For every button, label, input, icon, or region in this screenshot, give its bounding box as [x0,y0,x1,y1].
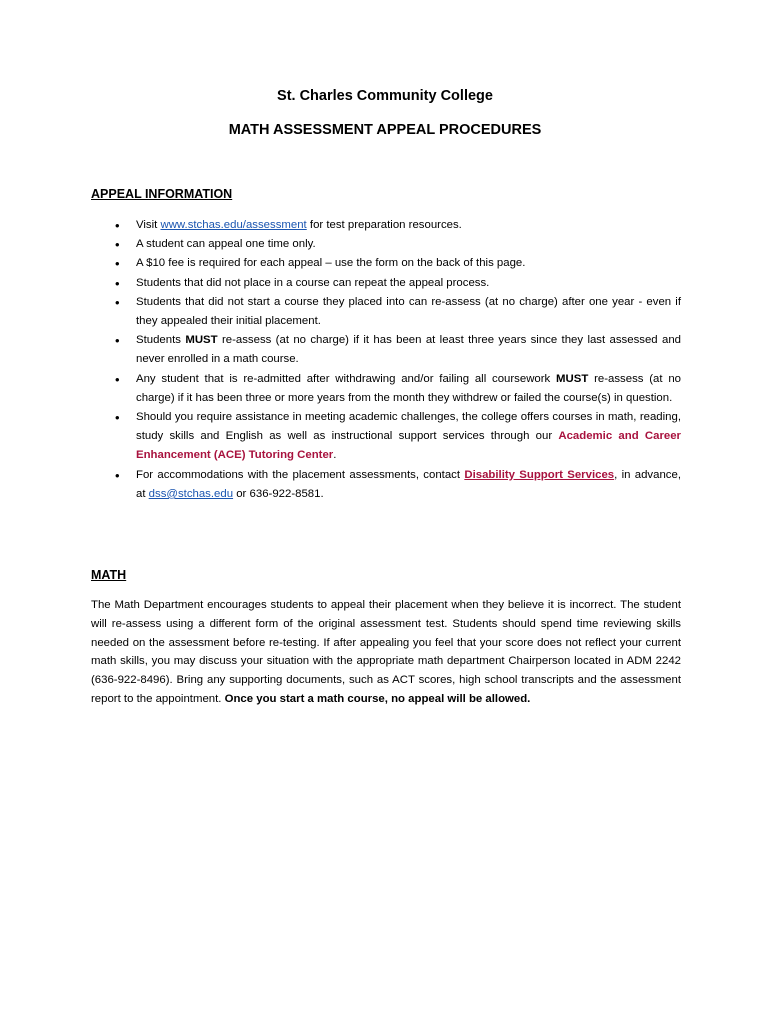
no-appeal-notice: Once you start a math course, no appeal will be allowed. [224,692,531,705]
dss-email-link[interactable]: dss@stchas.edu [148,487,234,500]
list-item: • Any student that is re-admitted after withdrawing and/or failing all coursework MUST re-assess (at no charge) if it has been three or more years from the month they withdrew or failed the course(s) in question. [91,370,681,408]
list-item: • Visit www.stchas.edu/assessment for test preparation resources. [91,216,681,235]
list-item: • For accommodations with the placement assessments, contact Disability Support Services, in advance, at dss@stchas.edu or 636-922-8581. [91,466,681,504]
list-item: • Students that did not start a course they placed into can re-assess (at no charge) after one year - even if they appealed their initial placement. [91,293,681,331]
ace-tutoring-center-link[interactable]: Academic and Career Enhancement (ACE) Tutoring Center [136,430,681,462]
list-item: • A student can appeal one time only. [91,235,681,254]
appeal-information-heading: APPEAL INFORMATION [91,187,233,201]
list-item: • Students MUST re-assess (at no charge) if it has been at least three years since they last assessed and never enrolled in a math course. [91,331,681,369]
document-title: MATH ASSESSMENT APPEAL PROCEDURES [228,122,542,138]
assessment-link[interactable]: www.stchas.edu/assessment [160,219,307,231]
college-name: St. Charles Community College [277,88,493,104]
appeal-information-list [91,216,681,504]
disability-support-services-link[interactable]: Disability Support Services [464,468,615,481]
math-heading: MATH [91,568,127,582]
list-item: • Students that did not place in a course can repeat the appeal process. [91,274,681,293]
math-paragraph: The Math Department encourages students to appeal their placement when they believe it is incorrect. The student will re-assess using a different form of the original assessment test. Students should spend time reviewing skills needed on the assessment before re-testing. If after appealing you feel that your score does not reflect your current math skills, you may discuss your situation with the appropriate math department Chairperson located in ADM 2242 (636-922-8496). Bring any supporting documents, such as ACT scores, high school transcripts and the assessment report to the appointment. Once you start a math course, no appeal will be allowed. [91,599,681,705]
list-item: • Should you require assistance in meeting academic challenges, the college offers courses in math, reading, study skills and English as well as instructional support services through our Academic and Career Enhancement (ACE) Tutoring Center. [91,408,681,466]
list-item: • A $10 fee is required for each appeal – use the form on the back of this page. [91,254,681,273]
